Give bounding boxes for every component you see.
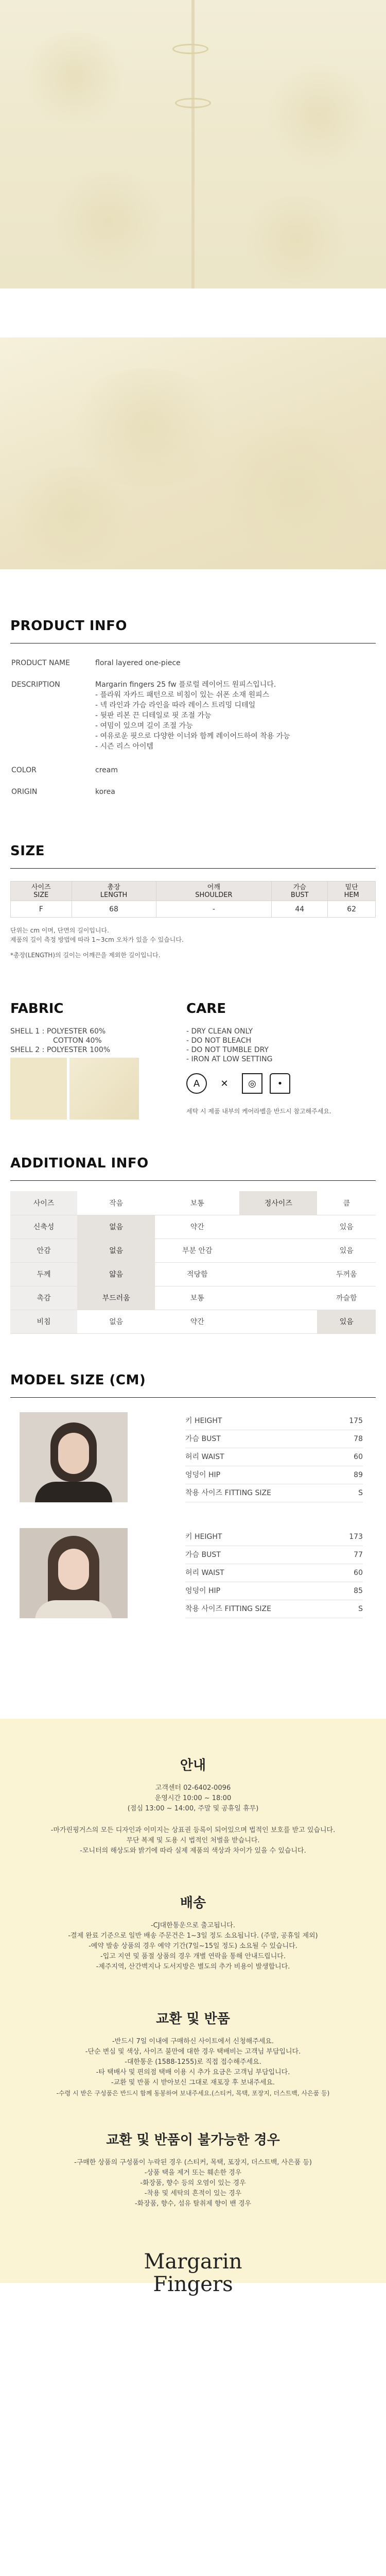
notice-title: 안내 [180, 1757, 206, 1773]
bust-header: 가슴 BUST [272, 882, 328, 901]
model-1 [0, 1412, 386, 1502]
model-row: 허리 WAIST 60 [185, 1448, 363, 1466]
table-row: 두께 얇음 적당함 두꺼움 [10, 1262, 376, 1286]
model-row: 키 HEIGHT 175 [185, 1412, 363, 1430]
ribbon-tie [172, 44, 208, 54]
model-measurements-2 [185, 1528, 363, 1618]
model-row: 엉덩이 HIP 89 [185, 1466, 363, 1484]
lace-pattern [268, 62, 371, 170]
size-header: 사이즈 SIZE [11, 882, 72, 901]
model-row: 착용 사이즈 FITTING SIZE S [185, 1484, 363, 1502]
care-icons [186, 1073, 290, 1094]
product-info-section [0, 618, 386, 797]
fabric-title: FABRIC [10, 1001, 64, 1016]
length-cell: 68 [72, 901, 156, 918]
info-row-product-name: PRODUCT NAME floral layered one-piece [11, 659, 181, 667]
model-row: 착용 사이즈 FITTING SIZE S [185, 1600, 363, 1618]
front-seam [191, 0, 195, 289]
model-size-title: MODEL SIZE (CM) [10, 1372, 146, 1388]
model-2 [0, 1528, 386, 1618]
lace-pattern [46, 170, 170, 273]
hem-cell: 62 [328, 901, 376, 918]
bust-cell: 44 [272, 901, 328, 918]
no-bleach-icon: ✕ [220, 1078, 229, 1089]
size-table [10, 881, 376, 918]
hem-header: 밑단 HEM [328, 882, 376, 901]
lace-pattern [5, 466, 139, 564]
exchange-title: 교환 및 반품 [156, 2011, 230, 2027]
product-info-title: PRODUCT INFO [10, 618, 128, 634]
care-instructions: - DRY CLEAN ONLY - DO NOT BLEACH - DO NOT TUMBLE DRY - IRON AT LOW SETTING [186, 1027, 273, 1063]
size-note: 제품의 길이 측정 방법에 따라 1~3cm 오차가 있을 수 있습니다. [10, 936, 184, 943]
unavailable-title: 교환 및 반품이 불가능한 경우 [106, 2132, 280, 2148]
model-photo-1 [20, 1412, 128, 1502]
model-row: 허리 WAIST 60 [185, 1564, 363, 1582]
fabric-composition: SHELL 1 : POLYESTER 60% COTTON 40% SHELL 2 : POLYESTER 100% [10, 1027, 111, 1054]
care-title: CARE [186, 1001, 226, 1016]
model-row: 가슴 BUST 78 [185, 1430, 363, 1448]
product-photo-detail [0, 337, 386, 569]
brand-logo: Margarin Fingers [144, 2249, 242, 2296]
additional-info-table [10, 1191, 376, 1334]
iron-low-icon: • [270, 1073, 290, 1094]
lace-pattern [237, 196, 355, 283]
info-row-color: COLOR cream [11, 766, 118, 774]
ribbon-tie [175, 98, 211, 108]
info-row-origin: ORIGIN korea [11, 788, 115, 796]
length-header: 총장 LENGTH [72, 882, 156, 901]
size-note: 단위는 cm 이며, 단면의 길이입니다. [10, 927, 109, 934]
shoulder-header: 어깨 SHOULDER [156, 882, 272, 901]
table-row: 신축성 없음 약간 있음 [10, 1215, 376, 1239]
size-section [0, 843, 386, 869]
table-row: 안감 없음 부분 안감 있음 [10, 1239, 376, 1262]
additional-info-title: ADDITIONAL INFO [10, 1156, 149, 1171]
care-note: 세탁 시 제품 내부의 케어라벨을 반드시 참고해주세요. [186, 1108, 331, 1115]
no-tumble-dry-icon: ◎ [242, 1073, 262, 1094]
dry-clean-icon: A [186, 1073, 207, 1094]
model-row: 엉덩이 HIP 85 [185, 1582, 363, 1600]
size-cell: F [11, 901, 72, 918]
lace-pattern [216, 425, 371, 554]
fabric-swatch-2 [69, 1058, 139, 1120]
shipping-title: 배송 [180, 1895, 206, 1911]
info-row-description: DESCRIPTION Margarin fingers 25 fw 플로럴 레이어드 원피스입니다. - 플라워 자카드 패턴으로 비침이 있는 쉬폰 소재 원피스 - 넥 라인과 가슴 라인을 따라 레이스 트리밍 디테일 - 뒷판 리본 끈 디테일로 핏 조절 가능 - 여밈이 있으며 길이 조절 가능 - 여유로운 핏으로 다양한 이너와 함께 레이어드하여 착용 가능 - 시즌 리스 아이템 [11, 681, 290, 751]
additional-info-section [0, 1156, 386, 1181]
lace-pattern [21, 31, 129, 124]
table-row: 촉감 부드러움 보통 까슬함 [10, 1286, 376, 1310]
shoulder-cell: - [156, 901, 272, 918]
product-photo-front [0, 0, 386, 289]
model-measurements-1 [185, 1412, 363, 1502]
size-title: SIZE [10, 843, 45, 859]
shopping-guide: 안내 고객센터 02-6402-0096 운영시간 10:00 ~ 18:00 (점심 13:00 ~ 14:00, 주말 및 공휴일 휴무) -마가린핑거스의 모든 디자인과 이미지는 상표권 등록이 되어있으며 법적인 보호를 받고 있습니다. 무단 복제 및 도용 시 법적인 처벌을 받습니다. -모니터의 해상도와 밝기에 따라 실제 제품의 색상과 차이가 있을 수 있습니다. 배송 -CJ대한통운으로 출고됩니다. -결제 완료 기준으로 일반 배송 주문건은 1~3일 정도 소요됩니다. (주말, 공휴일 제외) -예약 발송 상품의 경우 예약 기간(7일~15일 정도) 소요될 수 있습니다. -입고 지연 및 품절 상품의 경우 개별 연락을 통해 안내드립니다. -제주지역, 산간벽지나 도서지방은 별도의 추가 비용이 발생합니다. 교환 및 반품 -반드시 7일 이내에 구매하신 사이트에서 신청해주세요. -단순 변심 및 색상, 사이즈 불만에 대한 경우 택배비는 고객님 부담입니다. -대한통운 (1588-1255)로 직접 접수해주세요. -타 택배사 및 편의점 택배 이용 시 추가 요금은 고객님 부담입니다. -교환 및 반품 시 받아보신 그대로 재포장 후 보내주세요. -수령 시 받은 구성품은 반드시 함께 동봉하여 보내주세요.(스티커, 목택, 포장지, 더스트백, 사은품 등) 교환 및 반품이 불가능한 경우 -구매한 상품의 구성품이 누락된 경우 (스티커, 목택, 포장지, 더스트백, 사은품 등) -상품 택을 제거 또는 훼손한 경우 -화장품, 향수 등의 오염이 있는 경우 -착용 및 세탁의 흔적이 있는 경우 -화장품, 향수, 섬유 탈취제 향이 밴 경우 Margarin Fingers [0, 1719, 386, 2283]
table-row: 사이즈 작음 보통 정사이즈 큼 [10, 1191, 376, 1215]
fabric-care-section [0, 1001, 386, 1135]
model-row: 가슴 BUST 77 [185, 1546, 363, 1564]
model-size-section [0, 1372, 386, 1398]
fabric-swatch-1 [10, 1058, 67, 1120]
model-row: 키 HEIGHT 173 [185, 1528, 363, 1546]
size-note: *총장(LENGTH)의 길이는 어깨끈을 제외한 길이입니다. [10, 952, 161, 959]
table-row: 비침 없음 약간 있음 [10, 1310, 376, 1333]
model-photo-2 [20, 1528, 128, 1618]
